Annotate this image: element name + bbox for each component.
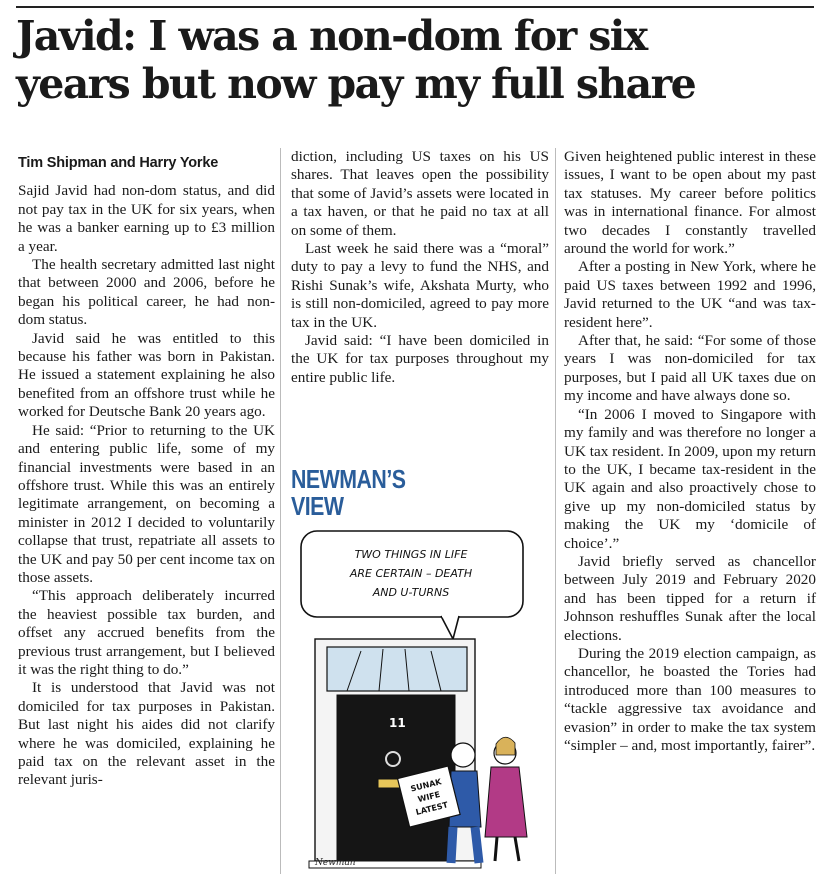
cartoon-drawing bbox=[291, 527, 549, 874]
sign-line-2: WIFE bbox=[416, 789, 442, 805]
speech-bubble-tail bbox=[441, 616, 459, 639]
fanlight-window bbox=[327, 647, 467, 691]
sign-line-3: LATEST bbox=[414, 800, 449, 817]
paragraph: Javid said: “I have been domiciled in the UK for tax purposes throughout my entire public life. bbox=[291, 332, 549, 386]
paragraph: “This approach deliberately incurred the heaviest possible tax burden, and offset any accrued benefits from the previous trust arrangement, but I believed it was the right thing to do.” bbox=[18, 587, 275, 678]
headline-line-1: Javid: I was a non-dom for six bbox=[16, 12, 647, 60]
woman-dress bbox=[485, 767, 527, 837]
cartoonist-signature: Newman bbox=[315, 858, 356, 868]
paragraph: “In 2006 I moved to Singapore with my family and was therefore no longer a UK tax resident. In 2009, upon my return to the UK, I became tax-resident in the UK again and also proactively chose to give up my non-domiciled status by making the UK my ‘domicile of choice’.” bbox=[564, 405, 816, 552]
feature-title-line-2: VIEW bbox=[291, 491, 344, 521]
byline: Tim Shipman and Harry Yorke bbox=[18, 155, 219, 171]
sign-line-1: SUNAK bbox=[409, 777, 443, 794]
article-column-1 bbox=[18, 148, 275, 790]
caption-line-2: ARE CERTAIN – DEATH bbox=[349, 567, 473, 580]
paragraph: The health secretary admitted last night that between 2000 and 2006, before he began his political career, he had non-dom status. bbox=[18, 256, 275, 329]
caption-line-3: AND U-TURNS bbox=[372, 586, 450, 599]
paragraph: After that, he said: “For some of those years I was non-domiciled for tax purposes, but I paid all UK taxes due on my income and have always done so. bbox=[564, 332, 816, 405]
top-rule bbox=[16, 6, 814, 8]
paragraph: Given heightened public interest in these issues, I want to be open about my past tax statuses. My career before politics was in international finance. For almost two decades I constantly travelled around the world for work.” bbox=[564, 148, 816, 258]
paragraph: Javid said he was entitled to this because his father was born in Pakistan. He issued a statement explaining he also benefited from an offshore trust while he worked for Deutsche Bank 20 years ago. bbox=[18, 329, 275, 421]
paragraph: Javid briefly served as chancellor between July 2019 and February 2020 and has been tipped for a return if Johnson reshuffles Sunak after the local elections. bbox=[564, 552, 816, 644]
headline bbox=[16, 12, 816, 108]
caption-line-1: TWO THINGS IN LIFE bbox=[354, 548, 468, 561]
paragraph: It is understood that Javid was not domiciled for tax purposes in Pakistan. But last night his aides did not clarify where he was domiciled, explaining he paid tax on the relevant asset in the relevant juris- bbox=[18, 679, 275, 789]
paragraph: Last week he said there was a “moral” duty to pay a levy to fund the NHS, and Rishi Sunak’s wife, Akshata Murty, who is still non-domiciled, agreed to pay more tax in the UK. bbox=[291, 240, 549, 331]
paragraph: He said: “Prior to returning to the UK and entering public life, some of my financial investments were based in an offshore trust. While this was an entirely legitimate arrangement, on becoming a minister in 2012 I decided to voluntarily collapse that trust, repatriate all assets to the UK and pay 50 per cent income tax on those assets. bbox=[18, 421, 275, 586]
feature-title-line-1: NEWMAN’S bbox=[291, 464, 406, 494]
headline-line-2: years but now pay my full share bbox=[16, 60, 696, 108]
paragraph: During the 2019 election campaign, as chancellor, he boasted the Tories had introduced more than 100 measures to “tackle aggressive tax avoidance and evasion” in order to make the tax system “simpler – and, most importantly, fairer”. bbox=[564, 644, 816, 754]
column-divider bbox=[555, 148, 556, 874]
paragraph: diction, including US taxes on his US shares. That leaves open the possibility that some of Javid’s assets were located in a tax haven, or that he paid no tax at all on some of them. bbox=[291, 148, 549, 239]
door-number: 11 bbox=[389, 716, 406, 730]
article-column-3 bbox=[564, 148, 816, 755]
column-divider bbox=[280, 148, 281, 874]
cartoon bbox=[291, 527, 549, 874]
paragraph: Sajid Javid had non-dom status, and did not pay tax in the UK for six years, when he was a banker earning up to £3 million a year. bbox=[18, 182, 275, 255]
man-head bbox=[451, 743, 475, 767]
cartoon-feature-title bbox=[291, 466, 406, 520]
article-column-2 bbox=[291, 148, 549, 387]
paragraph: After a posting in New York, where he paid US taxes between 1992 and 1996, Javid returned to the UK “and was tax-resident here”. bbox=[564, 258, 816, 331]
